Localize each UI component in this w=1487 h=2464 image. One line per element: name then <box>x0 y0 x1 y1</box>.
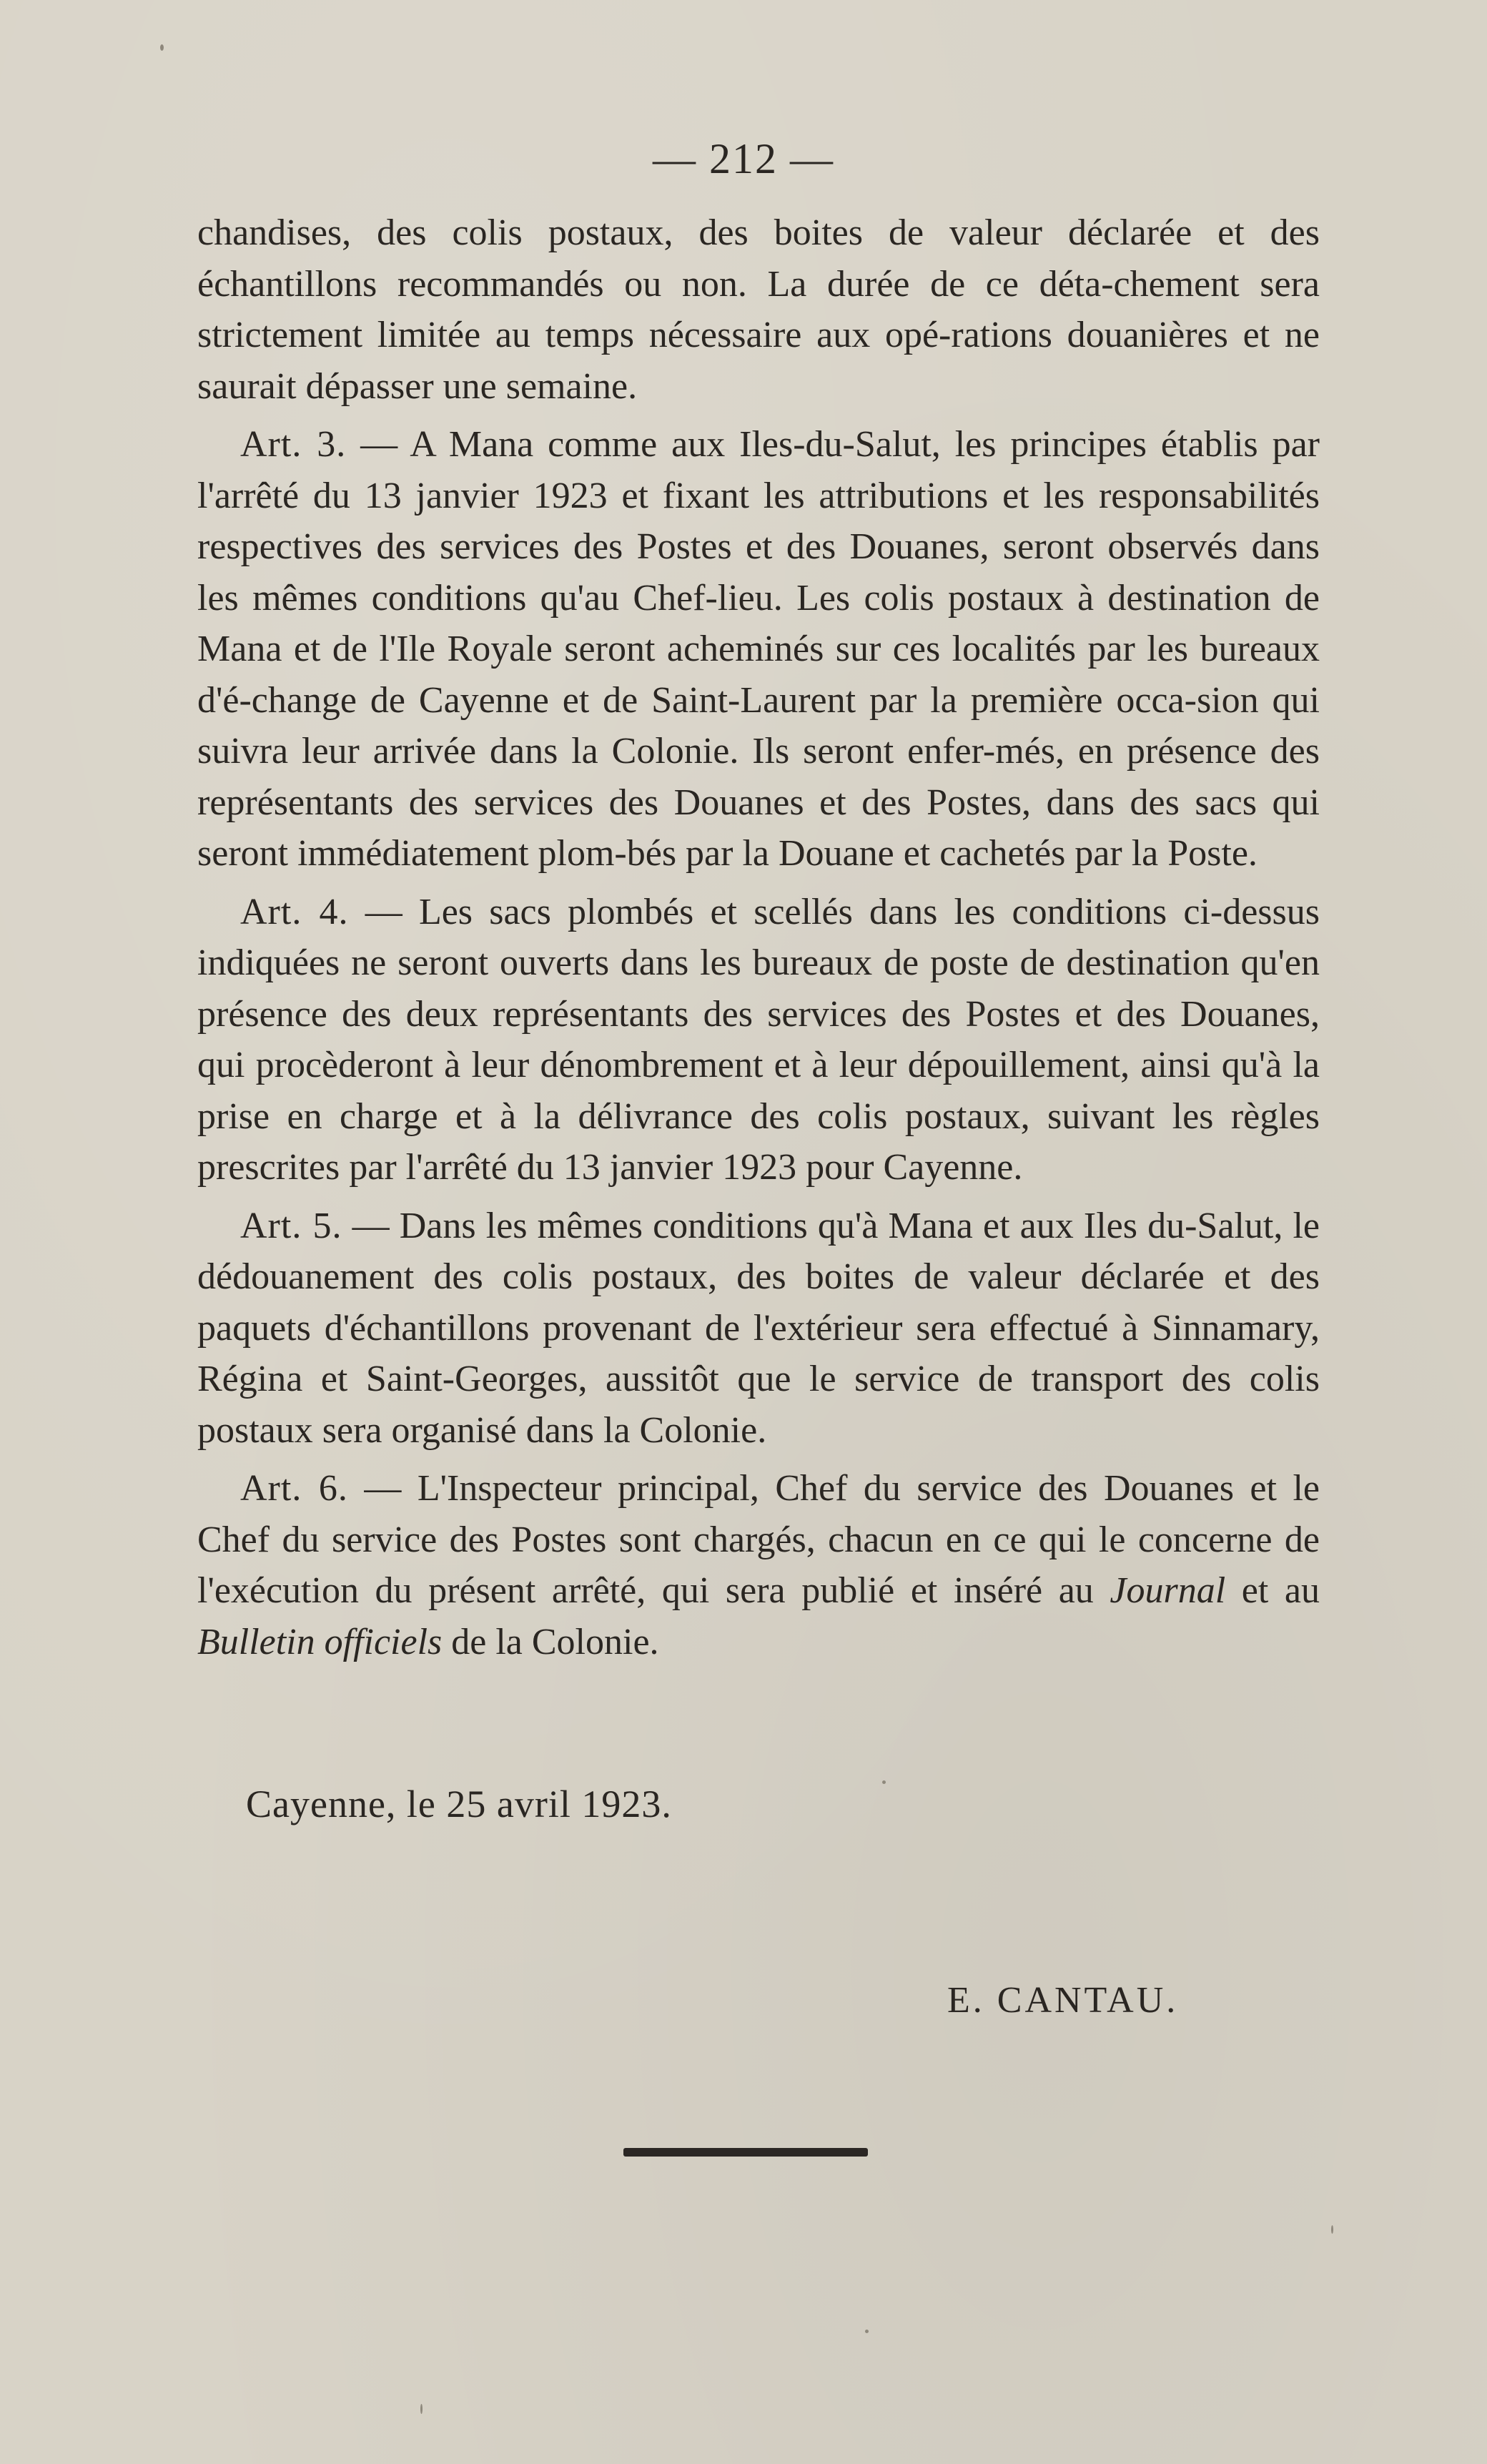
article-text: de la Colonie. <box>442 1621 659 1662</box>
page-number: — 212 — <box>653 135 834 182</box>
signature: E. CANTAU. <box>947 1980 1179 2021</box>
paragraph-text: chandises, des colis postaux, des boites de valeur déclarée et des échantillons recommandés ou non. La durée de ce déta-chement sera strictement limitée au temps nécessaire aux opé-rations douanières et ne saurait dépasser une semaine. <box>197 212 1320 407</box>
article-text: — Les sacs plombés et scellés dans les conditions ci-dessus indiquées ne seront ouverts dans les bureaux de poste de destination qu'en présence des deux représentants des services des Postes et des Douanes, qui procèderont à leur dénombrement et à leur dépouillement, ainsi qu'à la prise en charge et à la délivrance des colis postaux, suivant les règles prescrites par l'arrêté du 13 janvier 1923 pour Cayenne. <box>197 891 1320 1188</box>
paper-speck <box>420 2404 423 2414</box>
article-text: et au <box>1225 1570 1320 1611</box>
article-6 <box>197 1463 1320 1667</box>
article-5 <box>197 1201 1320 1457</box>
article-label: Art. 3. <box>240 424 347 465</box>
article-4 <box>197 887 1320 1193</box>
journal-title: Journal <box>1110 1570 1226 1611</box>
body-text <box>197 207 1320 1675</box>
bulletin-title: Bulletin officiels <box>197 1621 443 1662</box>
end-rule <box>623 2148 868 2157</box>
article-text: — L'Inspecteur principal, Chef du service des Douanes et le Chef du service des Postes sont chargés, chacun en ce qui le concerne de l'exécution du présent arrêté, qui sera publié et inséré au <box>197 1468 1320 1611</box>
paper-speck <box>882 1780 886 1784</box>
article-label: Art. 4. <box>240 891 349 932</box>
article-label: Art. 5. <box>240 1205 342 1246</box>
article-text: — A Mana comme aux Iles-du-Salut, les principes établis par l'arrêté du 13 janvier 1923 et fixant les attributions et les responsabilités respectives des services des Postes et des Douanes, seront observés dans les mêmes conditions qu'au Chef-lieu. Les colis postaux à destination de Mana et de l'Ile Royale seront acheminés sur ces localités par les bureaux d'é-change de Cayenne et de Saint-Laurent par la première occa-sion qui suivra leur arrivée dans la Colonie. Ils seront enfer-més, en présence des représentants des services des Douanes et des Postes, dans des sacs qui seront immédiatement plom-bés par la Douane et cachetés par la Poste. <box>197 424 1320 874</box>
article-label: Art. 6. <box>240 1468 348 1509</box>
paper-speck <box>1331 2225 1333 2234</box>
article-3 <box>197 419 1320 879</box>
dateline: Cayenne, le 25 avril 1923. <box>246 1783 672 1825</box>
paper-speck <box>865 2330 869 2333</box>
paper-speck <box>160 44 164 51</box>
paragraph-continuation <box>197 207 1320 412</box>
article-text: — Dans les mêmes conditions qu'à Mana et aux Iles du-Salut, le dédouanement des colis postaux, des boites de valeur déclarée et des paquets d'échantillons provenant de l'extérieur sera effectué à Sinnamary, Régina et Saint-Georges, aussitôt que le service de transport des colis postaux sera organisé dans la Colonie. <box>197 1205 1320 1451</box>
